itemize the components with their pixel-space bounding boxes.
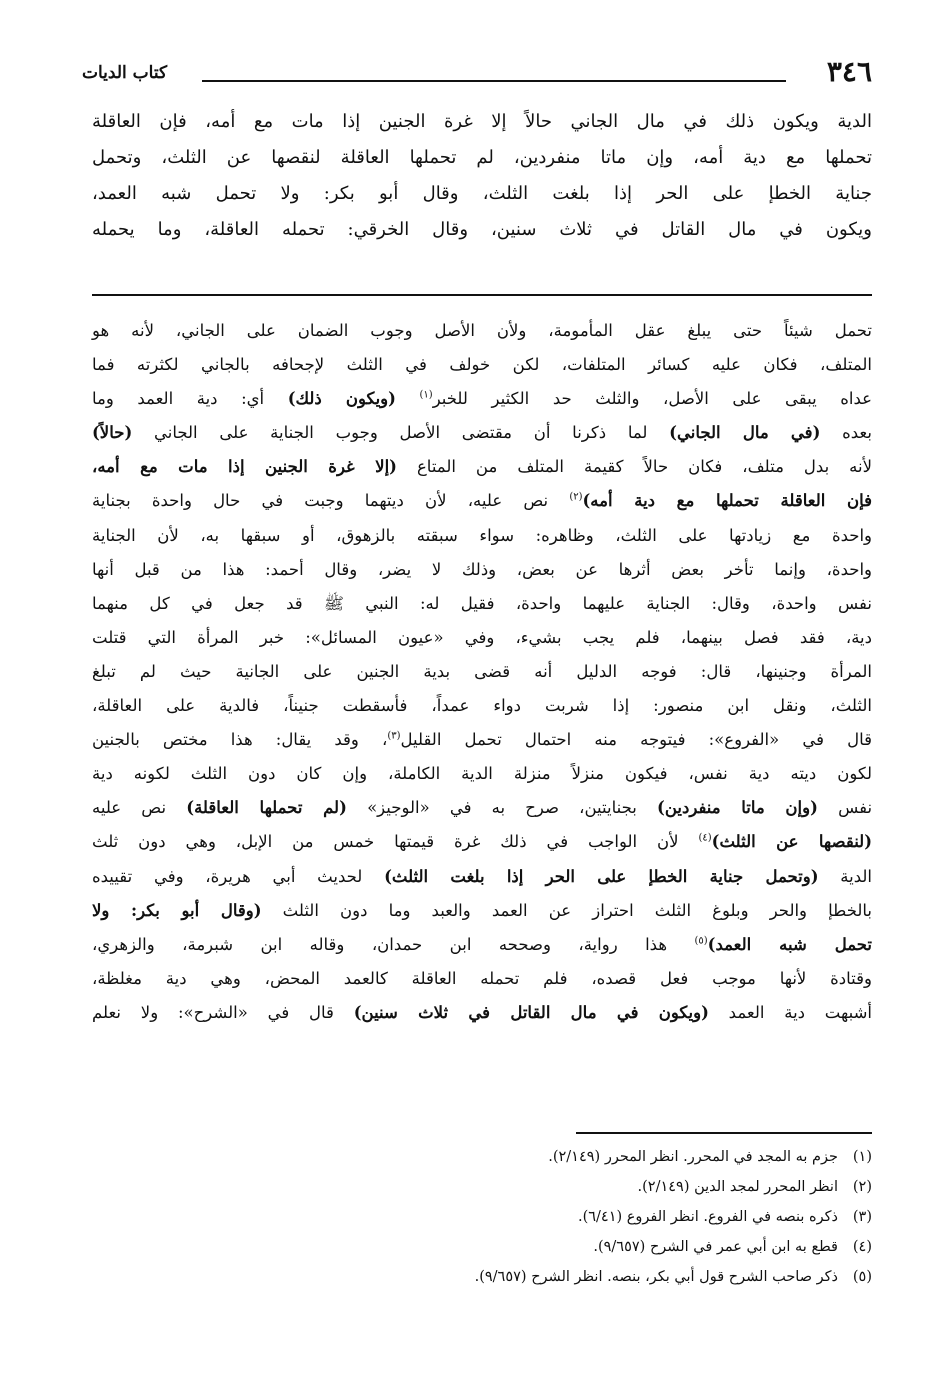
commentary-line: واحدة مع زيادتها على الثلث، وظاهره: سواء سبقته بالزهوق، أو سبقها به، لأن الجناية — [92, 525, 872, 545]
footnote-number: (٤) — [852, 1239, 872, 1255]
footnote-ref-3[interactable]: (٣) — [387, 730, 401, 742]
footnote-ref-4[interactable]: (٤) — [698, 832, 712, 844]
commentary-line: (لنقصها عن الثلث)$^{(٤)}$ لأن الواجب في ذلك غرة قيمتها خمس من الإبل، وهي دون ثلث — [92, 832, 873, 852]
commentary-line: قال في «الفروع»: فيتوجه منه احتمال تحمل القليل$^{(٣)}$، وقد يقال: هذا مختص بالجنين — [92, 730, 872, 750]
commentary-line: المرأة وجنينها، قال: فوجه الدليل أنه قضى بدية الجنين على الجانية حيث لم تبلغ — [92, 661, 872, 681]
main-text — [92, 104, 872, 248]
commentary-line: دية، فقد فصل بينهما، فلم يجب بشيء، وفي «عيون المسائل»: خبر المرأة التي قتلت — [92, 627, 872, 647]
commentary-line: أشبهت دية العمد (ويكون في مال القاتل في ثلاث سنين) قال في «الشرح»: ولا نعلم — [92, 1002, 872, 1022]
commentary-line: تحمل شيئاً حتى يبلغ عقل المأمومة، ولأن الأصل وجوب الضمان على الجاني، لأنه هو — [92, 321, 872, 340]
quoted-matn: (وإن ماتا منفردين) — [657, 798, 818, 818]
footnote-text: قطع به ابن أبي عمر في الشرح (٩/٦٥٧). — [593, 1239, 838, 1255]
commentary-line: نفس (وإن ماتا منفردين) بجنايتين، صرح به في «الوجيز» (لم تحملها العاقلة) نص عليه — [92, 798, 873, 818]
quoted-matn: (في مال الجاني) — [669, 423, 821, 443]
commentary-line: واحدة، وإنما تأخر بعض أثرها عن بعض، وذلك لا يضر، وقال أحمد: هذا من قبل أنها — [92, 559, 872, 579]
quoted-matn: (وتحمل جناية الخطإ على الحر إذا بلغت الثلث) — [384, 866, 819, 886]
commentary-line: بعده (في مال الجاني) لما ذكرنا أن مقتضى الأصل وجوب الجناية على الجاني (حالاً) — [92, 423, 872, 443]
commentary — [92, 314, 872, 1030]
footnote-number: (٣) — [852, 1209, 872, 1225]
commentary-line: فإن العاقلة تحملها مع دية أمه)$^{(٢)}$ نص عليه، لأن ديتهما وجبت في حال واحدة بجناية — [92, 491, 872, 511]
quoted-matn: (وقال أبو بكر: ولا — [92, 900, 262, 920]
footnote-number: (١) — [852, 1149, 872, 1165]
footnote-5 — [92, 1262, 872, 1292]
footnote-1 — [92, 1142, 872, 1172]
commentary-line: المتلف، فكان عليه كسائر المتلفات، لكن خولف في الثلث لإجحافه بالجاني لكثرته فما — [92, 355, 872, 375]
quoted-matn: (إلا غرة الجنين إذا مات مع أمه، — [92, 457, 397, 477]
quoted-matn: (حالاً) — [92, 423, 133, 443]
commentary-line: عداه يبقى على الأصل، والثلث حد الكثير للخبر$^{(١)}$ (ويكون ذلك) أي: دية العمد وما — [92, 389, 872, 409]
footnote-number: (٢) — [852, 1179, 872, 1195]
commentary-line: وقتادة لأنها موجب فعل قصده، فلم تحمله العاقلة كالعمد المحض، وهي دية مغلظة، — [92, 968, 872, 988]
quoted-matn: تحمل شبه العمد) — [707, 934, 872, 954]
footnote-ref-1[interactable]: (١) — [419, 389, 433, 401]
quoted-matn: (ويكون ذلك) — [287, 389, 396, 409]
main-text-line: الدية ويكون ذلك في مال الجاني حالاً إلا غرة الجنين إذا مات مع أمه، فإن العاقلة — [92, 111, 872, 132]
commentary-line: الدية (وتحمل جناية الخطإ على الحر إذا بلغت الثلث) لحديث أبي هريرة، وفي تقييده — [92, 866, 872, 886]
header-rule — [202, 80, 786, 82]
quoted-matn: (لنقصها عن الثلث) — [711, 832, 873, 852]
footnote-text: ذكره بنصه في الفروع. انظر الفروع (٦/٤١). — [577, 1209, 838, 1225]
book-title: كتاب الديات — [82, 63, 168, 83]
commentary-line: لأنه بدل متلف، فكان حالاً كقيمة المتلف من المتاع (إلا غرة الجنين إذا مات مع أمه، — [92, 457, 872, 477]
quoted-matn: فإن العاقلة تحملها مع دية أمه) — [582, 491, 872, 511]
commentary-line: الثلث، ونقل ابن منصور: إذا شربت دواء عمداً، فأسقطت جنيناً، فالدية على العاقلة، — [92, 696, 872, 716]
footnote-ref-5[interactable]: (٥) — [694, 935, 708, 947]
footnote-4 — [92, 1232, 872, 1262]
quoted-matn: (لم تحملها العاقلة) — [186, 798, 347, 818]
main-text-line: تحملها مع دية أمه، وإن ماتا منفردين، لم تحملها العاقلة لنقصها عن الثلث، وتحمل — [92, 147, 872, 168]
footnote-text: جزم به المجد في المحرر. انظر المحرر (٢/١٤٩). — [548, 1149, 838, 1165]
commentary-line: تحمل شبه العمد)$^{(٥)}$ هذا رواية، وصححه ابن حمدان، وقاله ابن شبرمة، والزهري، — [92, 934, 872, 954]
footnote-ref-2[interactable]: (٢) — [569, 491, 583, 503]
main-text-line: جناية الخطإ على الحر إذا بلغت الثلث، وقال أبو بكر: ولا تحمل شبه العمد، — [92, 183, 872, 204]
page-number: ٣٤٦ — [826, 55, 872, 88]
quoted-matn: (ويكون في مال القاتل في ثلاث سنين) — [353, 1002, 709, 1022]
main-text-line: ويكون في مال القاتل في ثلاث سنين، وقال الخرقي: تحمله العاقلة، وما يحمله — [92, 219, 872, 240]
footnote-number: (٥) — [852, 1269, 872, 1285]
commentary-line: بالخطإ والحر وبلوغ الثلث احتراز عن العمد والعبد وما دون الثلث (وقال أبو بكر: ولا — [92, 900, 873, 920]
footnote-2 — [92, 1172, 872, 1202]
footnotes — [92, 1142, 872, 1292]
running-header — [82, 56, 872, 92]
footnote-divider — [576, 1132, 872, 1134]
commentary-line: نفس واحدة، وقال: الجناية عليهما واحدة، فقيل له: النبي ﷺ قد جعل في كل منهما — [92, 593, 872, 613]
footnote-text: انظر المحرر لمجد الدين (٢/١٤٩). — [637, 1179, 838, 1195]
commentary-line: لكون ديته دية نفس، فيكون منزلاً منزلة الدية الكاملة، وإن كان دون الثلث لكونه دية — [92, 764, 872, 784]
footnote-text: ذكر صاحب الشرح قول أبي بكر، بنصه. انظر الشرح (٩/٦٥٧). — [474, 1269, 838, 1285]
section-divider — [92, 294, 872, 296]
footnote-3 — [92, 1202, 872, 1232]
